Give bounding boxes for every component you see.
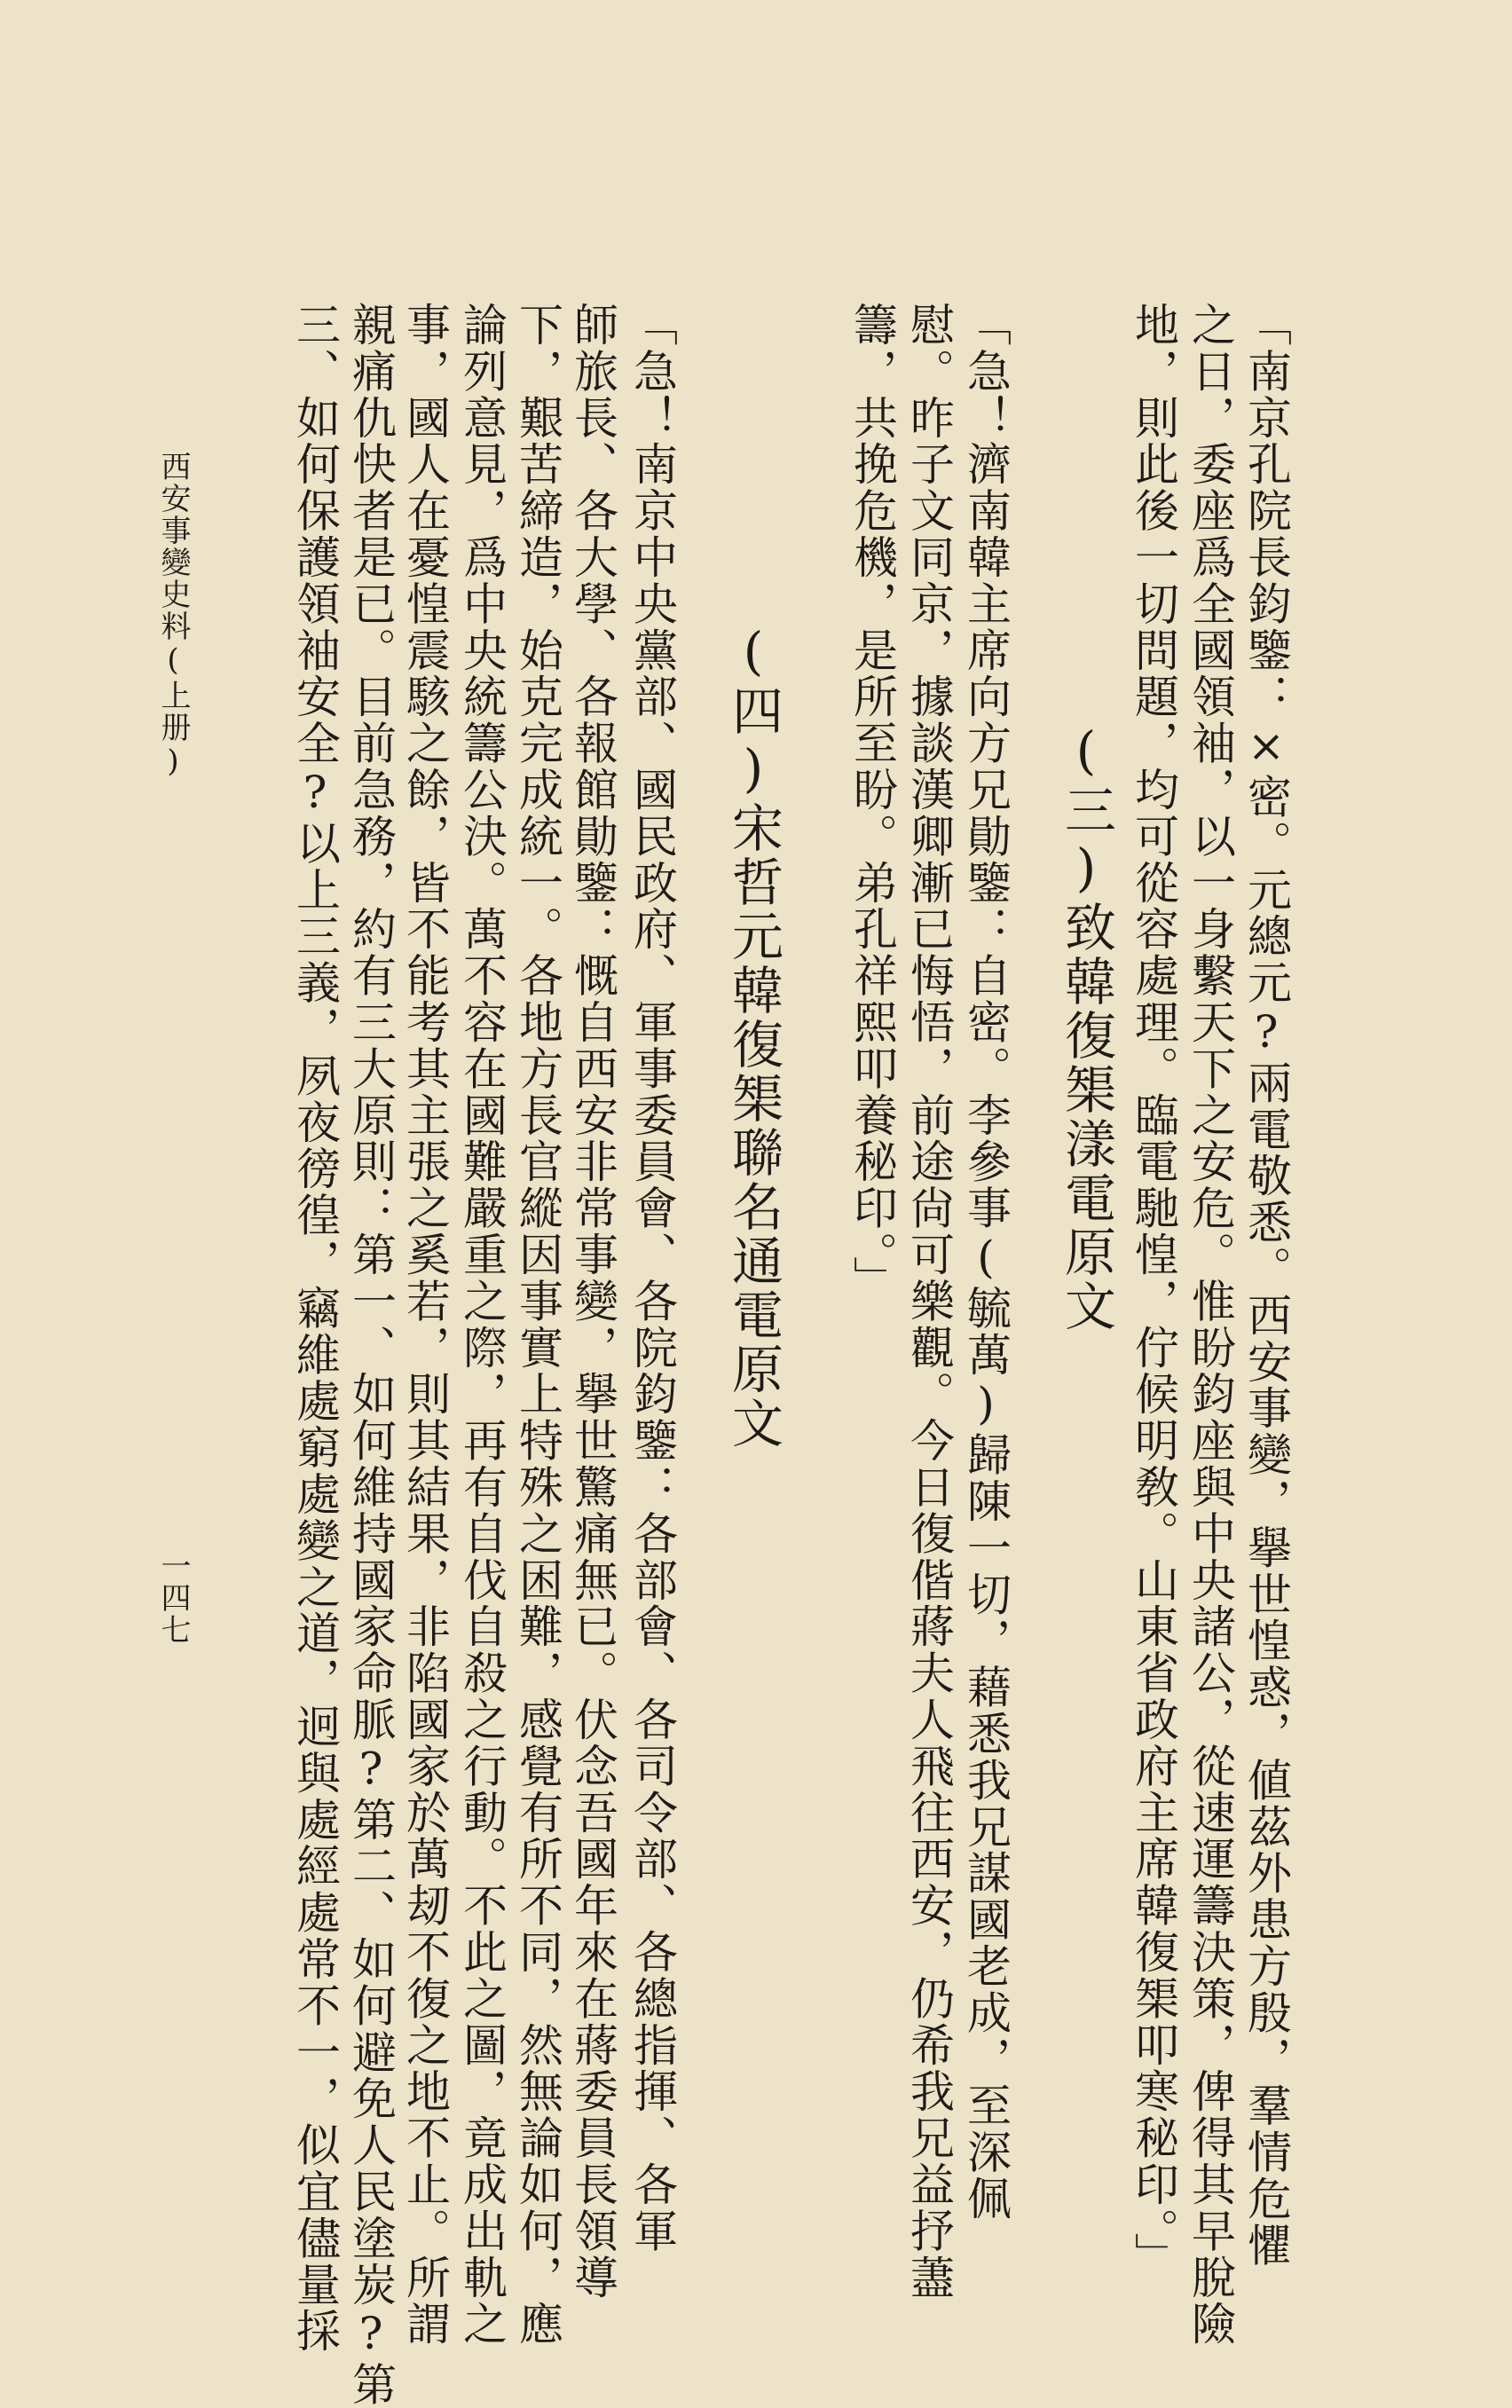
- body-column-1: 「南京孔院長鈞鑒：×密。元總元?兩電敬悉。西安事變，擧世惶惑，値茲外患方殷，羣情危懼: [1240, 302, 1292, 2269]
- section-heading-3: (三)致韓復榘漾電原文: [1056, 720, 1116, 1334]
- body-column-5: 慰。昨子文同京，據談漢卿漸已悔悟，前途尙可樂觀。今日復偕蔣夫人飛往西安，仍希我兄益抒藎: [903, 302, 955, 2302]
- body-column-6: 籌，共挽危機，是所至盼。弟孔祥熙叩養秘印。」: [847, 302, 898, 1302]
- body-column-12: 親痛仇快者是已。目前急務，約有三大原則：第一、如何維持國家命脈?第二、如何避免人民塗炭?第: [345, 302, 397, 2408]
- body-column-9: 下，艱苦締造，始克完成統一。各地方長官縱因事實上特殊之困難，感覺有所不同，然無論如何，應: [512, 302, 563, 2348]
- body-column-10: 論列意見，爲中央統籌公決。萬不容在國難嚴重之際，再有自伐自殺之行動。不此之圖，竟成出軌之: [456, 302, 508, 2348]
- section-heading-4: (四)宋哲元韓復榘聯名通電原文: [723, 621, 784, 1451]
- body-column-8: 師旅長、各大學、各報館勛鑒：慨自西安非常事變，擧世驚痛無已。伏念吾國年來在蔣委員長領導: [567, 302, 618, 2302]
- footer-book-title: 西安事變史料(上册): [155, 451, 191, 781]
- body-column-3: 地，則此後一切問題，均可從容處理。臨電馳惶，佇候明敎。山東省政府主席韓復榘叩寒秘印。」: [1128, 302, 1179, 2279]
- body-column-2: 之日，委座爲全國領袖，以一身繫天下之安危。惟盼鈞座與中央諸公，從速運籌決策，俾得其早脫險: [1185, 302, 1236, 2348]
- body-column-11: 事，國人在憂惶震駭之餘，皆不能考其主張之奚若，則其結果，非陷國家於萬刼不復之地不止。所謂: [399, 302, 451, 2348]
- body-column-13: 三、如何保護領袖安全?以上三義，夙夜徬徨，竊維處窮處變之道，迥與處經處常不一，似宜儘量採: [289, 302, 341, 2355]
- body-column-7: 「急！南京中央黨部、國民政府、軍事委員會、各院鈞鑒：各部會、各司令部、各總指揮、各軍: [626, 302, 678, 2255]
- footer-page-number: 一四七: [155, 1550, 191, 1646]
- body-column-4: 「急！濟南韓主席向方兄勛鑒：自密。李參事(毓萬)歸陳一切，藉悉我兄謀國老成，至深佩: [960, 302, 1012, 2223]
